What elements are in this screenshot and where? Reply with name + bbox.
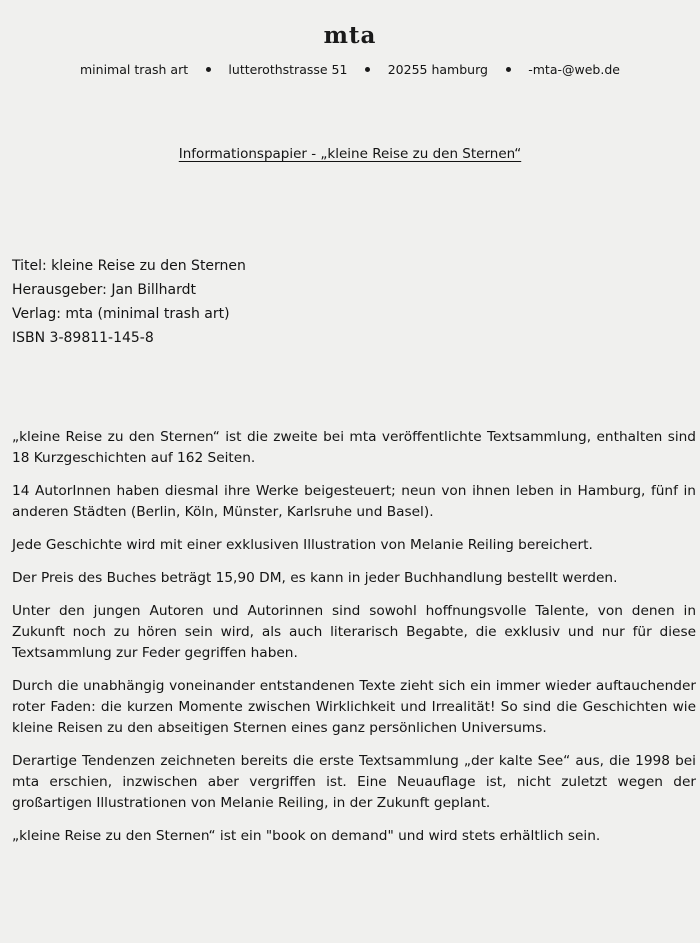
document-title: Informationspapier - „kleine Reise zu den Sternen“ [178, 146, 522, 162]
contact-name: minimal trash art [80, 62, 189, 77]
body-text [12, 427, 696, 859]
meta-title: Titel: kleine Reise zu den Sternen [12, 258, 246, 274]
contact-city: 20255 hamburg [387, 62, 488, 77]
publisher-logo: mta [323, 22, 377, 49]
paragraph: „kleine Reise zu den Sternen“ ist ein "book on demand" und wird stets erhältlich sein. [12, 828, 601, 844]
paragraph: Jede Geschichte wird mit einer exklusiven Illustration von Melanie Reiling bereichert. [12, 537, 593, 553]
meta-isbn: ISBN 3-89811-145-8 [12, 330, 154, 346]
bullet-dot [506, 67, 511, 72]
contact-line [80, 62, 620, 77]
meta-editor: Herausgeber: Jan Billhardt [12, 282, 196, 298]
paragraph: Unter den jungen Autoren und Autorinnen sind sowohl hoffnungsvolle Talente, von denen in Zukunft noch zu hören sein wird, als auch literarisch Begabte, die exklusiv und nur für diese Textsammlung zur Feder gegriffen haben. [12, 603, 696, 661]
paragraph: 14 AutorInnen haben diesmal ihre Werke beigesteuert; neun von ihnen leben in Hamburg, fünf in anderen Städten (Berlin, Köln, Münster, Karlsruhe und Basel). [12, 483, 696, 520]
paragraph: Der Preis des Buches beträgt 15,90 DM, es kann in jeder Buchhandlung bestellt werden. [12, 570, 618, 586]
bullet-dot [365, 67, 370, 72]
paragraph: „kleine Reise zu den Sternen“ ist die zweite bei mta veröffentlichte Textsammlung, enthalten sind 18 Kurzgeschichten auf 162 Seiten. [12, 429, 696, 466]
bullet-dot [206, 67, 211, 72]
book-metadata [12, 254, 672, 350]
contact-email: -mta-@web.de [528, 62, 620, 77]
contact-street: lutterothstrasse 51 [228, 62, 348, 77]
paragraph: Derartige Tendenzen zeichneten bereits die erste Textsammlung „der kalte See“ aus, die 1998 bei mta erschien, inzwischen aber vergriffen ist. Eine Neuauflage ist, nicht zuletzt wegen der großartigen Illustrationen von Melanie Reiling, in der Zukunft geplant. [12, 753, 696, 811]
meta-publisher: Verlag: mta (minimal trash art) [12, 306, 230, 322]
paragraph: Durch die unabhängig voneinander entstandenen Texte zieht sich ein immer wieder auftauchender roter Faden: die kurzen Momente zwischen Wirklichkeit und Irrealität! So sind die Geschichten wie kleine Reisen zu den abseitigen Sternen eines ganz persönlichen Universums. [12, 678, 696, 736]
